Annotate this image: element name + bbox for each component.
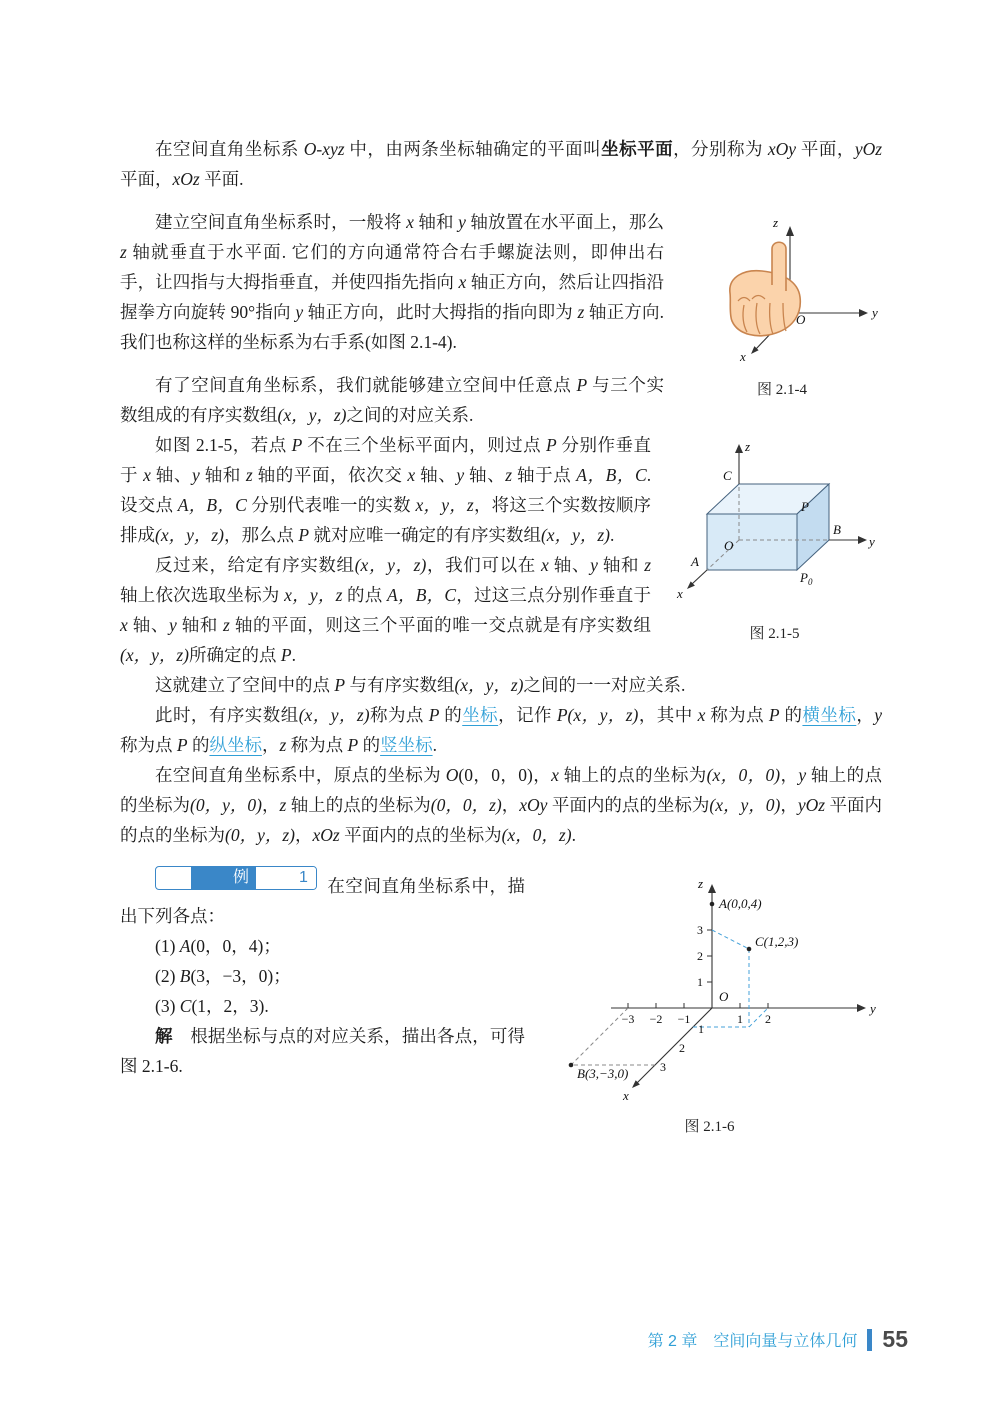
svg-text:1: 1 bbox=[697, 975, 703, 989]
example-badge bbox=[155, 866, 317, 890]
svg-text:3: 3 bbox=[660, 1060, 666, 1074]
paragraph-ordered-triple-intro: 有了空间直角坐标系，我们就能够建立空间中任意点 P 与三个实数组成的有序实数组(x，y，z)之间的对应关系. bbox=[120, 375, 665, 425]
axes bbox=[611, 884, 866, 1088]
point-a-label: A(0,0,4) bbox=[719, 896, 762, 911]
figure-caption: 图 2.1-6 bbox=[684, 1119, 735, 1135]
x-axis-label: x bbox=[677, 586, 683, 601]
page-footer bbox=[648, 1326, 908, 1353]
negative-y-tick-labels bbox=[622, 1012, 691, 1026]
point-a-label: A bbox=[691, 554, 699, 569]
helper-dashed-lines-b bbox=[571, 1008, 655, 1065]
example-item-2: (2) B(3，−3，0)； bbox=[155, 966, 291, 986]
svg-text:2: 2 bbox=[679, 1041, 685, 1055]
plotted-points-illustration bbox=[537, 870, 882, 1105]
z-axis-label: z bbox=[745, 439, 751, 454]
z-axis-label: z bbox=[772, 215, 778, 230]
figure-caption: 图 2.1-5 bbox=[749, 626, 800, 642]
tick-marks bbox=[628, 930, 768, 1008]
svg-text:2: 2 bbox=[765, 1012, 771, 1026]
x-tick-labels bbox=[660, 1022, 704, 1074]
paragraph-coordinate-planes: 在空间直角坐标系 O-xyz 中，由两条坐标轴确定的平面叫坐标平面，分别称为 xOy 平面，yOz 平面，xOz 平面. bbox=[120, 139, 883, 189]
paragraph-right-hand-rule: 建立空间直角坐标系时，一般将 x 轴和 y 轴放置在水平面上，那么 z 轴就垂直于水平面. 它们的方向通常符合右手螺旋法则，即伸出右手，让四指与大拇指垂直，并使四指先指向 x 轴正方向，然后让四指沿握拳方向旋转 90°指向 y 轴正方向，此时大拇指的指向即为 z 轴正方向. 我们也称这样的坐标系为右手系(如图 2.1-4). bbox=[120, 212, 665, 352]
figure-2-1-6 bbox=[537, 870, 882, 1137]
point-c-label: C bbox=[723, 468, 732, 483]
point-b-label: B bbox=[833, 522, 841, 537]
figure-2-1-5 bbox=[667, 434, 882, 644]
example-badge-label: 例 bbox=[191, 867, 256, 889]
point-b-label: B(3,−3,0) bbox=[577, 1066, 629, 1081]
example-item-3: (3) C(1，2，3). bbox=[155, 996, 269, 1016]
point-p-label: P bbox=[801, 499, 809, 514]
paragraph-special-coordinates: 在空间直角坐标系中，原点的坐标为 O(0，0，0)，x 轴上的点的坐标为(x，0，0)，y 轴上的点的坐标为(0，y，0)，z 轴上的点的坐标为(0，0，z)，xOy 平面内的点的坐标为(x，y，0)，yOz 平面内的点的坐标为(0，y，z)，xOz 平面内的点的坐标为(x，0，z). bbox=[120, 765, 883, 845]
point-c-label: C(1,2,3) bbox=[755, 934, 799, 949]
main-text-column bbox=[120, 134, 882, 1143]
chapter-title: 第 2 章 空间向量与立体几何 bbox=[647, 1333, 858, 1350]
svg-text:2: 2 bbox=[697, 949, 703, 963]
example-intro-text: 在空间直角坐标系中，描出下列各点： bbox=[120, 876, 525, 926]
svg-text:−3: −3 bbox=[621, 1012, 635, 1026]
svg-text:1: 1 bbox=[737, 1012, 743, 1026]
page-number: 55 bbox=[882, 1326, 908, 1352]
right-hand-rule-illustration bbox=[682, 213, 882, 368]
z-axis-label: z bbox=[697, 876, 703, 891]
point-p0-label: $P_0$ bbox=[800, 570, 813, 587]
y-tick-labels bbox=[737, 1012, 771, 1026]
z-tick-labels bbox=[697, 923, 703, 989]
x-axis-label: x bbox=[740, 349, 746, 364]
svg-text:1: 1 bbox=[698, 1022, 704, 1036]
origin-label: O bbox=[719, 989, 729, 1004]
example-badge-number: 1 bbox=[256, 867, 316, 889]
box-faces bbox=[707, 484, 829, 570]
paragraph-one-to-one: 这就建立了空间中的点 P 与有序实数组(x，y，z)之间的一一对应关系. bbox=[155, 675, 686, 695]
paragraph-coordinate-names: 此时，有序实数组(x，y，z)称为点 P 的坐标，记作 P(x，y，z)，其中 x 称为点 P 的横坐标，y 称为点 P 的纵坐标，z 称为点 P 的竖坐标. bbox=[120, 705, 883, 755]
origin-label: O bbox=[796, 312, 806, 327]
example-1-block bbox=[120, 866, 882, 1135]
figure-caption: 图 2.1-4 bbox=[757, 382, 807, 398]
example-item-1: (1) A(0，0，4)； bbox=[155, 936, 281, 956]
plotted-points bbox=[569, 902, 752, 1068]
y-axis-label: y bbox=[872, 305, 878, 320]
footer-divider-bar bbox=[867, 1329, 872, 1351]
figure-2-1-4 bbox=[682, 213, 882, 400]
origin-label: O bbox=[724, 538, 734, 553]
paragraph-point-to-triple: 如图 2.1-5，若点 P 不在三个坐标平面内，则过点 P 分别作垂直于 x 轴、y 轴和 z 轴的平面，依次交 x 轴、y 轴、z 轴于点 A，B，C. 设交点 A，B，C 分别代表唯一的实数 x，y，z，将这三个实数按顺序排成(x，y，z)，那么点 P 就对应唯一确定的有序实数组(x，y，z). bbox=[120, 435, 652, 545]
x-axis-label: x bbox=[623, 1088, 629, 1103]
y-axis-label: y bbox=[869, 534, 875, 549]
example-solution: 解 根据坐标与点的对应关系，描出各点，可得图 2.1-6. bbox=[120, 1026, 525, 1076]
svg-text:−2: −2 bbox=[649, 1012, 663, 1026]
svg-text:−1: −1 bbox=[677, 1012, 691, 1026]
box-coordinates-illustration bbox=[667, 434, 882, 612]
y-axis-label: y bbox=[870, 1001, 876, 1016]
paragraph-triple-to-point: 反过来，给定有序实数组(x，y，z)，我们可以在 x 轴、y 轴和 z 轴上依次选取坐标为 x，y，z 的点 A，B，C，过这三点分别作垂直于 x 轴、y 轴和 z 轴的平面，则这三个平面的唯一交点就是有序实数组(x，y，z)所确定的点 P. bbox=[120, 555, 652, 665]
svg-text:3: 3 bbox=[697, 923, 703, 937]
